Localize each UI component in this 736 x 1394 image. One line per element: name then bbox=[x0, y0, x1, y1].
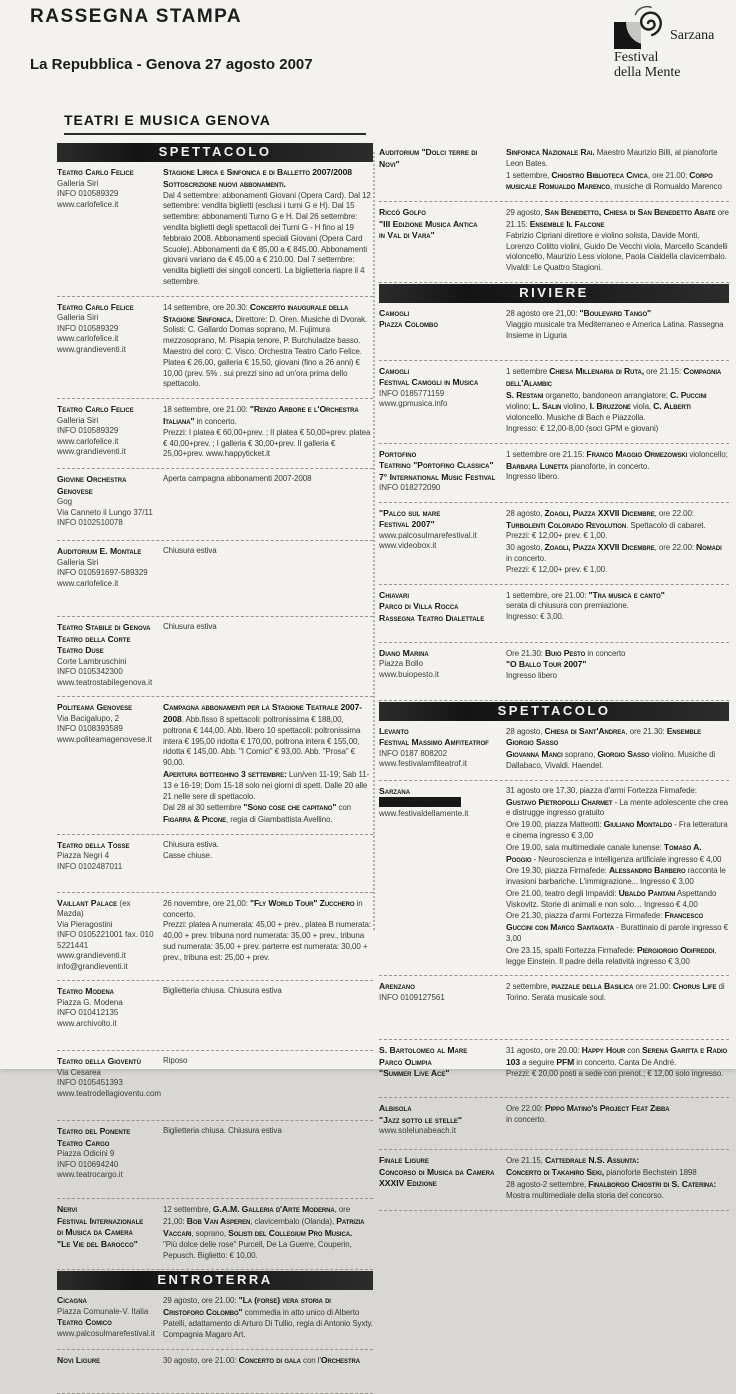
entry-description: Riposo bbox=[163, 1056, 188, 1066]
venue-label: Teatro del Ponente Teatro Cargo Piazza Odicini 9 INFO 010694240 www.teatrocargo.it bbox=[57, 1126, 131, 1180]
entry-description: 14 settembre, ore 20.30: Concerto inaugurale della Stagione Sinfonica. Direttore: D. Oren. Musiche di Dvorak. Solisti: C. Gallardo Domas soprano, M. Fujimura mezzosoprano, M. Pisapia tenore, P. Burchuladze basso. Maestro del coro: C. Visco. Orchestra Teatro Carlo Felice. Platea € 26,00, galleria € 15,50, giovani (fino a 26 anni) € 10,00 (prev. 5% . sui prezzi sino ad un'ora prima dello spettacolo. bbox=[163, 301, 368, 389]
listing-entry bbox=[57, 1350, 373, 1394]
entry-description: 31 agosto ore 17.30, piazza d'armi Fortezza Firmafede: Gustavo Pietropolli Charmet - La mente adolescente che crea e distrugge ingresso gratuito Ore 19.00, piazza Matteotti: Giuliano Montaldo - Fra letteratura e cinema ingresso € 3,00 Ore 19.00, sala multimediale canale lunense: Tomaso A. Poggio - Neuroscienza e intelligenza artificiale ingresso € 4,00 Ore 19.30, piazza Firmafede: Alessandro Barbero racconta le invasioni barbariche. L'immigrazione... Ingresso € 3,00 Ore 21.00, teatro degli Impavidi: Ubaldo Pantani Aspettando Viskovitz. Storie di animali e non solo… Ingresso € 4,00 Ore 21.30, piazza d'armi Fortezza Firmafede: Francesco Guccini con Marco Santagata - Burattinaio di parole ingresso € 3,00 Ore 23.15, spalti Fortezza Firmafede: Piergiorgio Odifreddi, legge Einstein. Il padre della relatività ingresso € 3,00 bbox=[506, 785, 729, 966]
entry-description: 26 novembre, ore 21,00: "Fly World Tour" Zucchero in concerto. Prezzi: platea A numerata: 45,00 + prev., platea B numerata: 40,00 + prev. tribuna nord numerata: 35,00 + prev., tribuna sud numerata: 35,00 + prev. parterre est numerata: 30,00 + prev., tribuna est: 25,00 + prev. bbox=[163, 897, 371, 962]
entry-description: Chiusura estiva bbox=[163, 622, 217, 632]
section-header-spettacolo: SPETTACOLO bbox=[57, 143, 373, 162]
venue-label: Auditorium "Dolci terre di Novi" bbox=[379, 147, 478, 169]
listing-entry bbox=[57, 399, 373, 469]
listing-entry bbox=[57, 162, 373, 297]
venue-label: Finale Ligure Concorso di Musica da Camera XXXIV Edizione bbox=[379, 1155, 495, 1189]
section-header-spettacolo: SPETTACOLO bbox=[379, 702, 729, 721]
listing-entry bbox=[379, 643, 729, 701]
venue-label: Teatro della Gioventù Via Cesarea INFO 0105451393 www.teatrodellagioventu.com bbox=[57, 1056, 162, 1098]
listing-entry bbox=[379, 1150, 729, 1210]
listing-entry bbox=[57, 469, 373, 541]
venue-label: Auditorium E. Montale Galleria Siri INFO 010591697-589329 www.carlofelice.it bbox=[57, 546, 148, 588]
entry-description: 28 agosto ore 21,00: "Boulevard Tango" Viaggio musicale tra Mediterraneo e America Latina. Rassegna Insieme in Liguria bbox=[506, 307, 724, 340]
entry-description: Aperta campagna abbonamenti 2007-2008 bbox=[163, 474, 312, 484]
entry-description: 28 agosto, Zoagli, Piazza XXVII Dicembre, ore 22.00: Turbolenti Colorado Revolution. Spettacolo di cabaret. Prezzi: € 12,00+ prev. € 1,00. 30 agosto, Zoagli, Piazza XXVII Dicembre, ore 22.00: Nomadi in concerto. Prezzi: € 12,00+ prev. € 1,00. bbox=[506, 507, 722, 574]
venue-label: Novi Ligure bbox=[57, 1354, 101, 1365]
venue-label: Giovine Orchestra Genovese Gog Via Canneto il Lungo 37/11 INFO 0102510078 bbox=[57, 474, 153, 528]
listing-entry bbox=[379, 202, 729, 283]
listing-entry bbox=[57, 893, 373, 982]
entry-description: Chiusura estiva. Casse chiuse. bbox=[163, 839, 219, 860]
festival-della-mente-logo bbox=[604, 2, 732, 80]
listing-entry bbox=[379, 361, 729, 444]
entry-description: Ore 22.00: Pippo Matino's Project Feat Zibba in concerto. bbox=[506, 1103, 670, 1125]
venue-label: Teatro Modena Piazza G. Modena INFO 010412135 www.archivolto.it bbox=[57, 986, 123, 1028]
section-title: TEATRI E MUSICA GENOVA bbox=[64, 112, 366, 135]
entry-description: Sinfonica Nazionale Rai. Maestro Maurizio Billi, al pianoforte Leon Bates. 1 settembre, Chiostro Biblioteca Civica, ore 21.00: Corpo musicale Romualdo Marenco, musiche di Romualdo Marenco bbox=[506, 147, 722, 192]
venue-label: Teatro Carlo Felice Galleria Siri INFO 010589329 www.carlofelice.it www.grandieventi.it bbox=[57, 301, 134, 354]
venue-label: Riccò Golfo "III Edizione Musica Antica in Val di Vara" bbox=[379, 207, 478, 241]
listing-entry bbox=[379, 781, 729, 977]
entry-description: 28 agosto, Chiesa di Sant'Andrea, ore 21.30: Ensemble Giorgio Sasso Giovanna Manci soprano, Giorgio Sasso violino. Musiche di Dallabaco, Vivaldi. Haendel. bbox=[506, 725, 716, 770]
venue-label: Politeama Genovese Via Bacigalupo, 2 INFO 0108393589 www.politeamagenovese.it bbox=[57, 702, 152, 744]
venue-label: Teatro Carlo Felice Galleria Siri INFO 010589329 www.carlofelice.it bbox=[57, 167, 134, 209]
venue-label: Chiavari Parco di Villa Rocca Rassegna Teatro Dialettale bbox=[379, 589, 485, 623]
entry-description: Biglietteria chiusa. Chiusura estiva bbox=[163, 1126, 282, 1136]
spiral-icon bbox=[625, 0, 671, 46]
listing-entry bbox=[57, 541, 373, 617]
entry-description: Ore 21.30: Buio Pesto in concerto "O Ballo Tour 2007" Ingresso libero bbox=[506, 647, 626, 681]
listing-entry bbox=[57, 981, 373, 1051]
right-column bbox=[379, 142, 729, 1211]
venue-label: Sarzana Festival della Mente www.festivaldellamente.it bbox=[379, 785, 469, 818]
entry-description: Biglietteria chiusa. Chiusura estiva bbox=[163, 986, 282, 996]
logo-text-della-mente: della Mente bbox=[614, 65, 681, 80]
logo-text-festival: Festival bbox=[614, 50, 659, 65]
listing-entry bbox=[57, 1121, 373, 1199]
listing-entry bbox=[379, 721, 729, 781]
entry-description: 31 agosto, ore 20.00: Happy Hour con Serena Garitta e Radio 103 a seguire PFM in concerto. Canta De André. Prezzi: € 20,00 posti a sede con prenot.; € 12,00 solo ingresso. bbox=[506, 1045, 728, 1079]
listing-entry bbox=[379, 585, 729, 643]
listing-entry bbox=[379, 503, 729, 585]
listing-entry bbox=[379, 444, 729, 503]
listing-entry bbox=[57, 697, 373, 835]
listing-entry bbox=[379, 1040, 729, 1098]
venue-label: Camogli Piazza Colombo bbox=[379, 307, 438, 330]
venue-label: Levanto Festival Massimo Amfiteatrof INFO 0187 808202 www.festivalamfiteatrof.it bbox=[379, 725, 489, 769]
source-publication-line: La Repubblica - Genova 27 agosto 2007 bbox=[30, 56, 313, 73]
left-column bbox=[57, 142, 373, 1394]
venue-label: Teatro Stabile di Genova Teatro della Corte Teatro Duse Corte Lambruschini INFO 0105342300 www.teatrostabilegenova.it bbox=[57, 622, 153, 687]
listing-entry bbox=[57, 835, 373, 893]
listing-entry bbox=[57, 297, 373, 399]
listing-entry bbox=[379, 1098, 729, 1150]
listing-entry bbox=[57, 1051, 373, 1121]
venue-label: Albisola "Jazz sotto le stelle" www.solelunabeach.it bbox=[379, 1103, 462, 1136]
listing-entry bbox=[379, 303, 729, 361]
venue-label: Teatro Carlo Felice Galleria Siri INFO 010589329 www.carlofelice.it www.grandieventi.it bbox=[57, 404, 134, 457]
listing-entry bbox=[57, 617, 373, 697]
entry-description: 29 agosto, San Benedetto, Chiesa di San Benedetto Abate ore 21.15: Ensemble Il Falcone Fabrizio Cipriani direttore e violino solista, Davide Monti, Lorenzo Colitto violini, Guido De Vecchi viola, Marcello Scandelli violoncello, Maurizio Less violone, Paola Cialdella clavicembalo. Vivaldi: Le Quattro Stagioni. bbox=[506, 207, 729, 273]
column-divider bbox=[373, 152, 375, 930]
venue-label: "Palco sul mare Festival 2007" www.palcosulmarefestival.it www.videobox.it bbox=[379, 507, 477, 551]
venue-label: Camogli Festival Camogli in Musica INFO 0185771159 www.gpmusica.info bbox=[379, 365, 479, 409]
logo-artwork bbox=[604, 2, 732, 50]
venue-label: S. Bartolomeo al Mare Parco Olimpia "Summer Live Ace" bbox=[379, 1045, 468, 1079]
entry-description: Campagna abbonamenti per la Stagione Teatrale 2007-2008. Abb.fisso 8 spettacoli: poltronissima € 188,00, poltrona € 144,00. Abb. libero 10 spettacoli: poltronissima intera € 195,00 ridotta € 170,00, poltrona intera € 155,00, ridotta € 145,00. Abb. "I Comici" € 93,00. Abb. "Prosa" € 90,00. Apertura botteghino 3 settembre: Lun/ven 11-19; Sab 11-13 e 16-19; Dom 15-18 solo nei giorni di spett. Dalle 20 alle 21 nelle sere di spettacolo. Dal 28 al 30 settembre "Sono cose che capitano" con Figarra & Picone, regia di Giambattista Avellino. bbox=[163, 702, 370, 825]
entry-description: Chiusura estiva bbox=[163, 546, 217, 556]
entry-description: 1 settembre, ore 21.00: "Tra musica e canto" serata di chiusura con premiazione. Ingresso: € 3,00. bbox=[506, 589, 665, 622]
venue-label: Nervi Festival Internazionale di Musica da Camera "Le Vie del Barocco" bbox=[57, 1204, 144, 1249]
listing-entry bbox=[57, 1199, 373, 1270]
entry-description: 1 settembre ore 21.15: Franco Maggio Ormezowski violoncello; Barbara Lunetta pianoforte, in concerto. Ingresso libero. bbox=[506, 448, 728, 482]
logo-text-sarzana: Sarzana bbox=[670, 28, 715, 43]
entry-description: Ore 21.15, Cattedrale N.S. Assunta: Concerto di Takahiro Seki, pianoforte Bechstein 1898 28 agosto-2 settembre, Finalborgo Chiostri di S. Caterina: Mostra multimediale della storia del concorso. bbox=[506, 1155, 717, 1200]
venue-label: Vaillant Palace (ex Mazda) Via Pieragostini INFO 0105221001 fax. 010 5221441 www.grandieventi.it info@grandieventi.it bbox=[57, 897, 154, 971]
listing-entry bbox=[57, 1290, 373, 1349]
section-header-entroterra: ENTROTERRA bbox=[57, 1271, 373, 1290]
venue-label: Teatro della Tosse Piazza Negri 4 INFO 0102487011 bbox=[57, 839, 130, 871]
venue-label: Portofino Teatrino "Portofino Classica" 7° International Music Festival INFO 018272090 bbox=[379, 448, 496, 493]
venue-label: Cicagna Piazza Comunale-V. Italia Teatro Comico www.palcosulmarefestival.it bbox=[57, 1295, 155, 1338]
venue-label: Diano Marina Piazza Bollo www.buiopesto.it bbox=[379, 647, 440, 679]
venue-label: Arenzano INFO 0109127561 bbox=[379, 981, 445, 1002]
listing-entry bbox=[379, 976, 729, 1040]
entry-description: 12 settembre, G.A.M. Galleria d'Arte Moderna, ore 21,00: Bob Van Asperen, clavicembalo (Olanda), Patrizia Vaccari, soprano, Solisti del Collegium Pro Musica. "Più dolce delle rose" Purcell, De La Guerre, Couperin, Pepusch. Biglietto: € 10,00. bbox=[163, 1204, 365, 1260]
section-header-riviere: RIVIERE bbox=[379, 284, 729, 303]
entry-description: 18 settembre, ore 21.00: "Renzo Arbore e l'Orchestra Italiana" in concerto. Prezzi: I platea € 60,00+prev. ; II platea € 50,00+prev. platea € 40,00+prev. ; I galleria € 30,00+prev. II galleria € 25,00+prev. www.happyticket.it bbox=[163, 404, 371, 459]
entry-description: Stagione Lirica e Sinfonica e di Balletto 2007/2008 Sottoscrizione nuovi abbonamenti. Dal 4 settembre: abbonamenti Giovani (Opera Card). Dal 12 settembre: vendita biglietti (esclusi i turni G e H). Dal 15 settembre: abbonamenti Turno G e H. Dal 26 settembre: vendita biglietti degli spettacoli dei Turni G - H fino al 19 febbraio 2008. Abbonamenti speciali Giovani (Opera Card Scuole). Abbonamenti da € 85,00 a € 845.00. Abbonamenti giovani variano da € 45.00 a € 210.00. Dal 7 settembre: vendita biglietti dei singoli concerti. La biglietteria riapre il 4 settembre. bbox=[163, 167, 371, 286]
entry-description: 30 agosto, ore 21.00: Concerto di gala con l'Orchestra bbox=[163, 1354, 360, 1365]
entry-description: 1 settembre Chiesa Millenaria di Ruta, ore 21.15: Compagnia dell'Alambic S. Restani organetto, bandoneon arrangiatore; C. Puccini violino; L. Salin violino, I. Bruzzone viola, C. Alberti violoncello. Musiche di Bach e Piazzolla. Ingresso: € 12,00-8,00 (soci GPM e giovani) bbox=[506, 365, 722, 433]
listing-entry bbox=[379, 142, 729, 202]
page-title: RASSEGNA STAMPA bbox=[30, 6, 243, 27]
entry-description: 29 agosto, ore 21.00: "La (forse) vera storia di Cristoforo Colombo" commedia in atto unico di Alberto Patelli, adattamento di Arturo Di Tullio, regia di Antonio Syxty. Compagnia Magaro Art. bbox=[163, 1295, 373, 1339]
entry-description: 2 settembre, piazzale della Basilica ore 21.00: Chorus Life di Torino. Serata musicale soul. bbox=[506, 981, 725, 1003]
